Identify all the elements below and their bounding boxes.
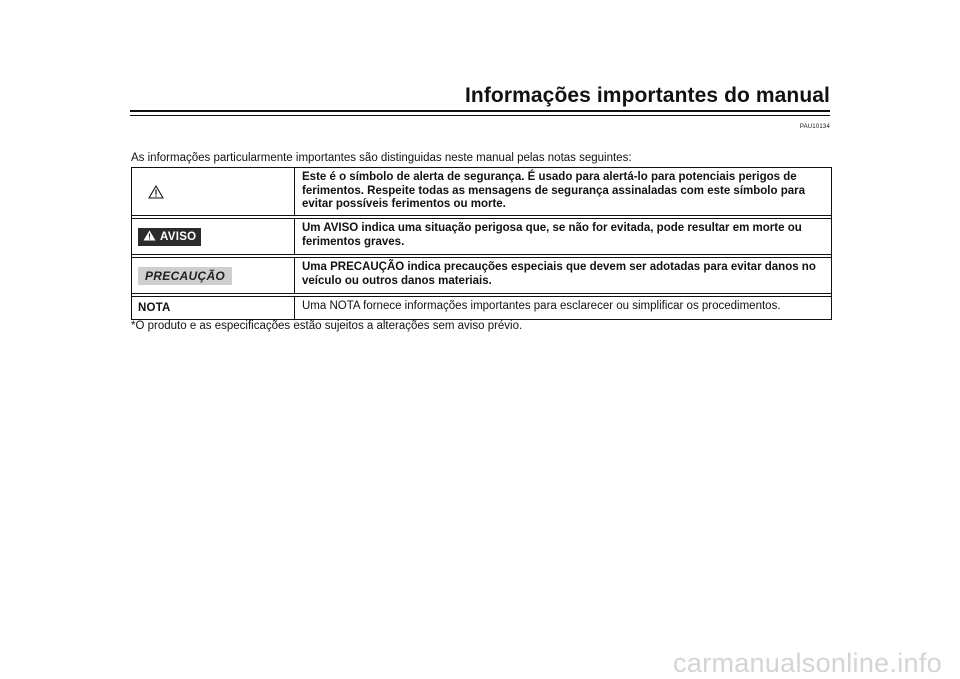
precaucao-text: Uma PRECAUÇÃO indica precauções especiais que devem ser adotadas para evitar danos no veículo ou outros danos materiais. xyxy=(302,261,816,287)
safety-symbol-cell xyxy=(132,168,295,215)
nota-label: NOTA xyxy=(138,302,171,314)
footnote: *O produto e as especificações estão sujeitos a alterações sem aviso prévio. xyxy=(131,320,523,332)
aviso-badge xyxy=(138,228,201,246)
nota-label-cell xyxy=(132,297,295,319)
notice-table xyxy=(131,167,832,320)
warning-icon xyxy=(143,230,156,244)
title-rule xyxy=(130,110,830,112)
aviso-label-cell xyxy=(132,219,295,254)
intro-text: As informações particularmente importantes são distinguidas neste manual pelas notas seguintes: xyxy=(131,152,632,164)
safety-alert-text: Este é o símbolo de alerta de segurança. É usado para alertá-lo para potenciais perigos de ferimentos. Respeite todas as mensagens de segurança assinaladas com este símbolo para evitar possíveis ferimentos ou morte. xyxy=(302,171,806,210)
nota-text: Uma NOTA fornece informações importantes para esclarecer ou simplificar os procedimentos. xyxy=(302,300,781,312)
title-rule-thin xyxy=(130,115,830,116)
aviso-text: Um AVISO indica uma situação perigosa que, se não for evitada, pode resultar em morte ou ferimentos graves. xyxy=(302,222,802,248)
watermark: carmanualsonline.info xyxy=(673,648,942,678)
table-row-precaucao xyxy=(132,257,831,294)
warning-triangle-icon xyxy=(148,185,164,199)
precaucao-label-cell xyxy=(132,258,295,293)
table-row-nota xyxy=(132,296,831,320)
aviso-label: AVISO xyxy=(160,230,197,243)
table-row-safety-alert xyxy=(132,168,831,216)
precaucao-label: PRECAUÇÃO xyxy=(138,267,232,285)
table-row-aviso xyxy=(132,218,831,255)
document-code: PAU10134 xyxy=(799,124,830,130)
page-title: Informações importantes do manual xyxy=(464,84,830,107)
